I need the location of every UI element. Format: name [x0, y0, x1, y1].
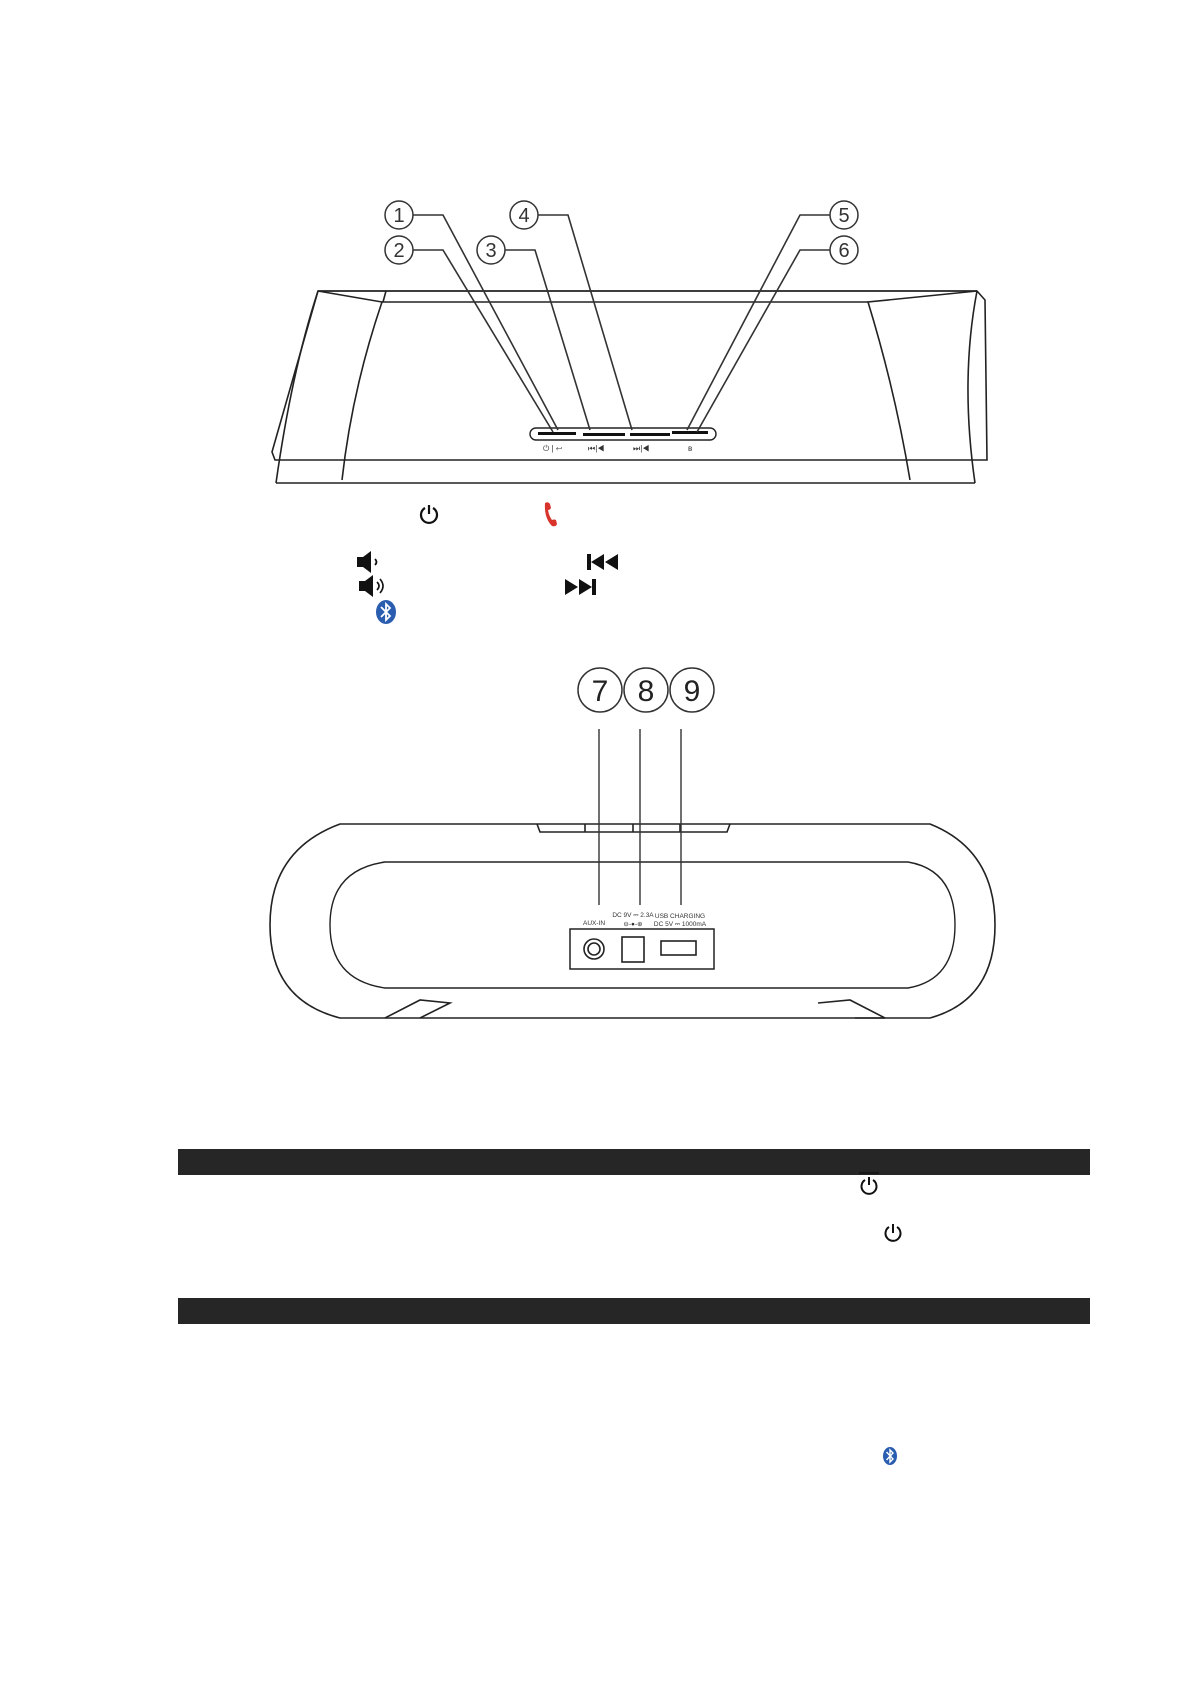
top-view-diagram: [0, 0, 1190, 500]
section-header-bar-1: [178, 1149, 1090, 1175]
svg-text:⏻ | ↩: ⏻ | ↩: [543, 444, 563, 453]
callout-6-label: 6: [838, 240, 850, 262]
next-track-icon: [563, 578, 597, 596]
port-panel: [570, 929, 714, 969]
power-icon: [418, 503, 440, 525]
callout-3-label: 3: [485, 240, 497, 262]
callout-2-label: 2: [393, 240, 405, 262]
svg-text:⏭|◀: ⏭|◀: [633, 444, 650, 453]
callout-7-label: 7: [591, 675, 609, 708]
dc-label-line2: ⊖-●-⊕: [623, 921, 643, 928]
bluetooth-icon: [882, 1446, 898, 1466]
callout-1-label: 1: [393, 205, 405, 227]
callout-8-label: 8: [637, 675, 655, 708]
usb-port: [661, 941, 696, 955]
svg-text:⏮|◀: ⏮|◀: [588, 444, 605, 453]
speaker-top-outline: [272, 291, 987, 460]
dc-port: [622, 937, 644, 962]
dc-label-line1: DC 9V ⎓ 2.3A: [612, 912, 654, 919]
svg-text:ʙ: ʙ: [688, 444, 693, 453]
usb-label-line1: USB CHARGING: [654, 913, 706, 920]
volume-down-icon: [355, 550, 385, 574]
usb-label-line2: DC 5V ⎓ 1000mA: [653, 921, 707, 928]
aux-port: [584, 939, 604, 959]
bluetooth-icon: [374, 599, 398, 625]
phone-hangup-icon: [542, 500, 560, 528]
callout-5-label: 5: [838, 205, 850, 227]
callout-4-label: 4: [518, 205, 530, 227]
callout-9-label: 9: [683, 675, 701, 708]
aux-label: AUX-IN: [582, 920, 606, 927]
power-icon: [858, 1172, 880, 1196]
power-icon: [882, 1222, 904, 1244]
volume-up-icon: [357, 574, 391, 598]
previous-track-icon: [586, 553, 620, 571]
back-view-diagram: [0, 640, 1190, 1040]
section-header-bar-2: [178, 1298, 1090, 1324]
